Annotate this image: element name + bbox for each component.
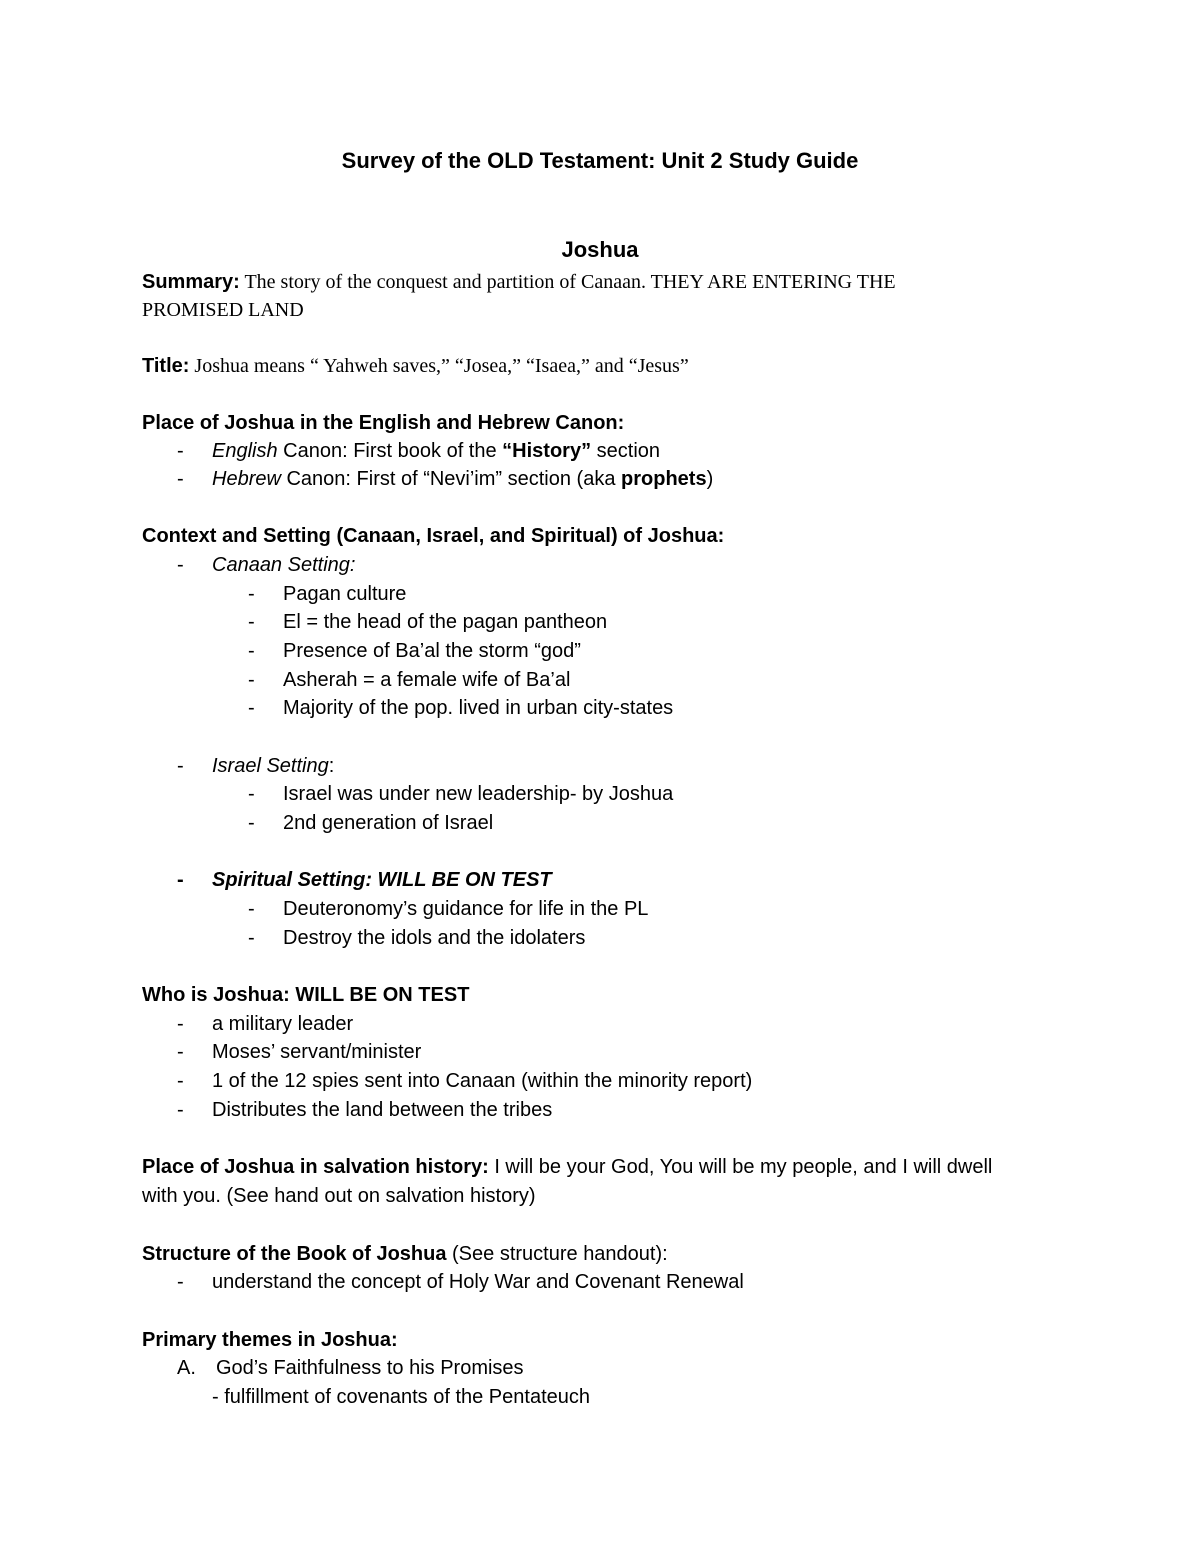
who-item-3-dash: - xyxy=(177,1070,184,1092)
who-item-2-dash: - xyxy=(177,1041,184,1063)
spiritual-setting-label xyxy=(212,866,552,894)
israel-item-1: Israel was under new leadership- by Joshua xyxy=(283,783,674,805)
canon-bullet-2-dash: - xyxy=(177,468,184,490)
israel-setting-colon: : xyxy=(328,755,335,777)
canon-bullet-1-dash: - xyxy=(177,440,184,462)
canon-heading xyxy=(142,409,624,437)
canon-item-hebrew-text: Canon: First of “Nevi’im” section (aka xyxy=(280,468,622,490)
canaan-item-3-dash: - xyxy=(248,640,255,662)
canon-item-english-bold: “History” xyxy=(502,440,592,462)
israel-item-1-dash: - xyxy=(248,783,255,805)
canon-item-english-text: Canon: First book of the xyxy=(277,440,503,462)
who-item-4: Distributes the land between the tribes xyxy=(212,1099,553,1121)
structure-item: understand the concept of Holy War and Covenant Renewal xyxy=(212,1271,744,1293)
canaan-item-4-dash: - xyxy=(248,669,255,691)
theme-a-sub: - fulfillment of covenants of the Pentateuch xyxy=(212,1386,590,1408)
spiritual-dash xyxy=(177,866,184,894)
canaan-item-2: El = the head of the pagan pantheon xyxy=(283,611,608,633)
canaan-item-4: Asherah = a female wife of Ba’al xyxy=(283,669,571,691)
summary-line-1 xyxy=(142,268,896,296)
book-heading: Joshua xyxy=(561,237,639,262)
title-text: Joshua means “ Yahweh saves,” “Josea,” “Isaea,” and “Jesus” xyxy=(189,355,689,377)
spiritual-setting-label-text: Spiritual Setting: WILL BE ON TEST xyxy=(212,869,552,891)
who-item-3: 1 of the 12 spies sent into Canaan (within the minority report) xyxy=(212,1070,753,1092)
title-section xyxy=(142,352,689,380)
context-heading xyxy=(142,522,724,550)
salvation-label: Place of Joshua in salvation history: xyxy=(142,1156,489,1178)
israel-item-2-dash: - xyxy=(248,812,255,834)
who-item-1: a military leader xyxy=(212,1013,354,1035)
canon-item-english xyxy=(212,437,660,465)
israel-item-2: 2nd generation of Israel xyxy=(283,812,494,834)
canaan-item-5: Majority of the pop. lived in urban city-states xyxy=(283,697,674,719)
summary-label: Summary: xyxy=(142,271,240,293)
canaan-setting-label-text: Canaan Setting: xyxy=(212,554,356,576)
themes-heading xyxy=(142,1326,398,1354)
canaan-dash: - xyxy=(177,554,184,576)
structure-text: (See structure handout): xyxy=(446,1243,668,1265)
who-heading-text: Who is Joshua: WILL BE ON TEST xyxy=(142,984,470,1006)
spiritual-item-1: Deuteronomy’s guidance for life in the PL xyxy=(283,898,649,920)
canon-item-hebrew-end: ) xyxy=(706,468,714,490)
spiritual-item-2-dash: - xyxy=(248,927,255,949)
title-label: Title: xyxy=(142,355,190,377)
canon-item-hebrew-bold: prophets xyxy=(621,468,707,490)
who-item-4-dash: - xyxy=(177,1099,184,1121)
canaan-item-1-dash: - xyxy=(248,583,255,605)
canon-item-english-italic: English xyxy=(212,440,278,462)
theme-a-text: God’s Faithfulness to his Promises xyxy=(216,1357,524,1379)
canaan-item-2-dash: - xyxy=(248,611,255,633)
structure-item-dash: - xyxy=(177,1271,184,1293)
spiritual-item-2: Destroy the idols and the idolaters xyxy=(283,927,586,949)
canaan-item-3: Presence of Ba’al the storm “god” xyxy=(283,640,581,662)
salvation-text-1: I will be your God, You will be my people, and I will dwell xyxy=(488,1156,993,1178)
canon-heading-text: Place of Joshua in the English and Hebrew Canon: xyxy=(142,412,625,434)
context-heading-text: Context and Setting (Canaan, Israel, and Spiritual) of Joshua: xyxy=(142,525,725,547)
canon-item-hebrew-italic: Hebrew xyxy=(212,468,281,490)
canon-item-english-end: section xyxy=(591,440,661,462)
structure-heading xyxy=(142,1240,668,1268)
canaan-item-5-dash: - xyxy=(248,697,255,719)
canaan-item-1: Pagan culture xyxy=(283,583,407,605)
summary-line-2: PROMISED LAND xyxy=(142,299,304,321)
spiritual-dash-bold: - xyxy=(177,869,184,891)
themes-heading-text: Primary themes in Joshua: xyxy=(142,1329,398,1351)
structure-label: Structure of the Book of Joshua xyxy=(142,1243,447,1265)
document-title: Survey of the OLD Testament: Unit 2 Study Guide xyxy=(341,148,859,173)
summary-text-1: The story of the conquest and partition of Canaan. THEY ARE ENTERING THE xyxy=(239,271,896,293)
who-heading xyxy=(142,981,469,1009)
canaan-setting-label xyxy=(212,551,355,579)
israel-setting-label-text: Israel Setting xyxy=(212,755,329,777)
israel-dash: - xyxy=(177,755,184,777)
salvation-line-2: with you. (See hand out on salvation history) xyxy=(142,1185,536,1207)
who-item-1-dash: - xyxy=(177,1013,184,1035)
spiritual-item-1-dash: - xyxy=(248,898,255,920)
salvation-line-1 xyxy=(142,1153,992,1181)
theme-a-marker: A. xyxy=(177,1357,196,1379)
canon-item-hebrew xyxy=(212,465,713,493)
israel-setting-label xyxy=(212,752,334,780)
who-item-2: Moses’ servant/minister xyxy=(212,1041,422,1063)
